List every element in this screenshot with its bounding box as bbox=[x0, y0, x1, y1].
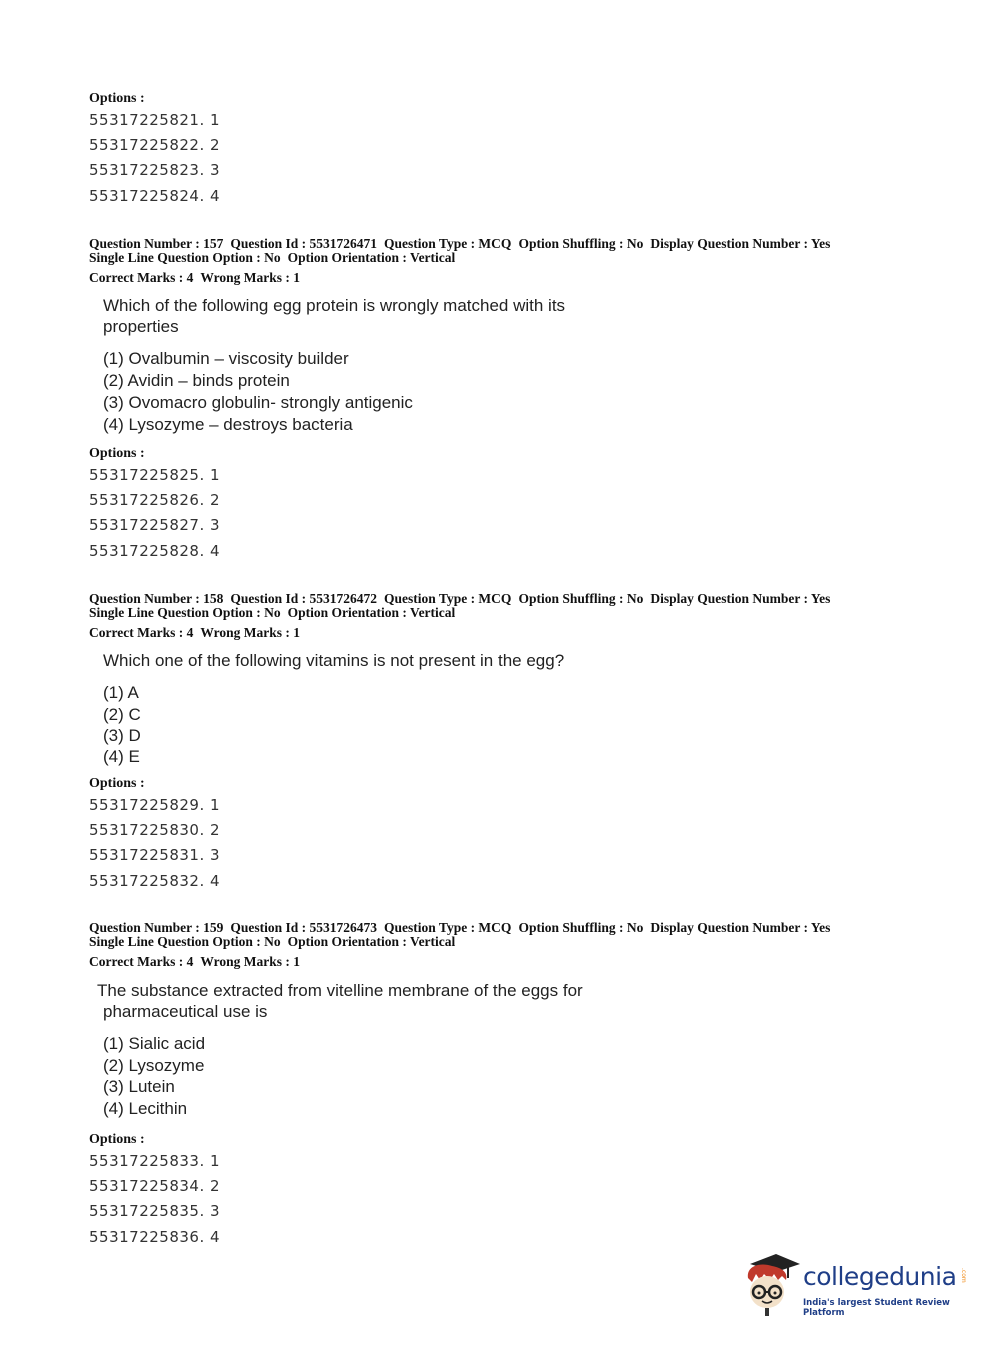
option-line: 55317225822. 2 bbox=[89, 136, 221, 154]
logo-wordmark: collegedunia bbox=[803, 1262, 957, 1291]
question-meta-line2: Single Line Question Option : No Option Orientation : Vertical bbox=[89, 250, 456, 265]
options-label: Options : bbox=[89, 91, 145, 106]
answer-choice: (1) Ovalbumin – viscosity builder bbox=[103, 349, 349, 368]
answer-choice: (2) Lysozyme bbox=[103, 1056, 205, 1075]
option-line: 55317225831. 3 bbox=[89, 846, 221, 864]
mascot-icon bbox=[742, 1250, 802, 1320]
answer-choice: (2) C bbox=[103, 705, 141, 724]
question-marks: Correct Marks : 4 Wrong Marks : 1 bbox=[89, 625, 300, 640]
option-line: 55317225833. 1 bbox=[89, 1152, 221, 1170]
option-line: 55317225829. 1 bbox=[89, 796, 221, 814]
options-label: Options : bbox=[89, 446, 145, 461]
answer-choice: (4) E bbox=[103, 747, 140, 766]
question-meta-line2: Single Line Question Option : No Option Orientation : Vertical bbox=[89, 934, 456, 949]
option-line: 55317225823. 3 bbox=[89, 161, 221, 179]
option-line: 55317225826. 2 bbox=[89, 491, 221, 509]
option-line: 55317225827. 3 bbox=[89, 516, 221, 534]
question-meta: Question Number : 159 Question Id : 5531726473 Question Type : MCQ Option Shuffling : No Display Question Number : Yes bbox=[89, 920, 831, 935]
option-line: 55317225834. 2 bbox=[89, 1177, 221, 1195]
options-label: Options : bbox=[89, 776, 145, 791]
logo-suffix: .com bbox=[960, 1268, 967, 1283]
answer-choice: (1) A bbox=[103, 683, 139, 702]
answer-choice: (3) Ovomacro globulin- strongly antigenic bbox=[103, 393, 413, 412]
question-meta: Question Number : 158 Question Id : 5531726472 Question Type : MCQ Option Shuffling : No Display Question Number : Yes bbox=[89, 591, 831, 606]
question-marks: Correct Marks : 4 Wrong Marks : 1 bbox=[89, 954, 300, 969]
question-meta-line2: Single Line Question Option : No Option Orientation : Vertical bbox=[89, 605, 456, 620]
answer-choice: (3) D bbox=[103, 726, 141, 745]
collegedunia-logo bbox=[742, 1250, 972, 1320]
option-line: 55317225836. 4 bbox=[89, 1228, 221, 1246]
answer-choice: (1) Sialic acid bbox=[103, 1034, 206, 1053]
option-line: 55317225832. 4 bbox=[89, 872, 221, 890]
answer-choice: (4) Lysozyme – destroys bacteria bbox=[103, 415, 353, 434]
question-meta: Question Number : 157 Question Id : 5531726471 Question Type : MCQ Option Shuffling : No Display Question Number : Yes bbox=[89, 236, 831, 251]
option-line: 55317225830. 2 bbox=[89, 821, 221, 839]
option-line: 55317225835. 3 bbox=[89, 1202, 221, 1220]
answer-choice: (2) Avidin – binds protein bbox=[103, 371, 290, 390]
answer-choice: (3) Lutein bbox=[103, 1077, 175, 1096]
question-stem: The substance extracted from vitelline membrane of the eggs for pharmaceutical use is bbox=[97, 981, 583, 1021]
logo-tagline: India's largest Student Review Platform bbox=[803, 1298, 950, 1318]
question-stem: Which of the following egg protein is wrongly matched with its properties bbox=[103, 296, 566, 336]
option-line: 55317225828. 4 bbox=[89, 542, 221, 560]
answer-choice: (4) Lecithin bbox=[103, 1099, 188, 1118]
options-label: Options : bbox=[89, 1132, 145, 1147]
option-line: 55317225825. 1 bbox=[89, 466, 221, 484]
option-line: 55317225821. 1 bbox=[89, 111, 221, 129]
question-stem: Which one of the following vitamins is not present in the egg? bbox=[103, 651, 565, 670]
option-line: 55317225824. 4 bbox=[89, 187, 221, 205]
question-marks: Correct Marks : 4 Wrong Marks : 1 bbox=[89, 270, 300, 285]
